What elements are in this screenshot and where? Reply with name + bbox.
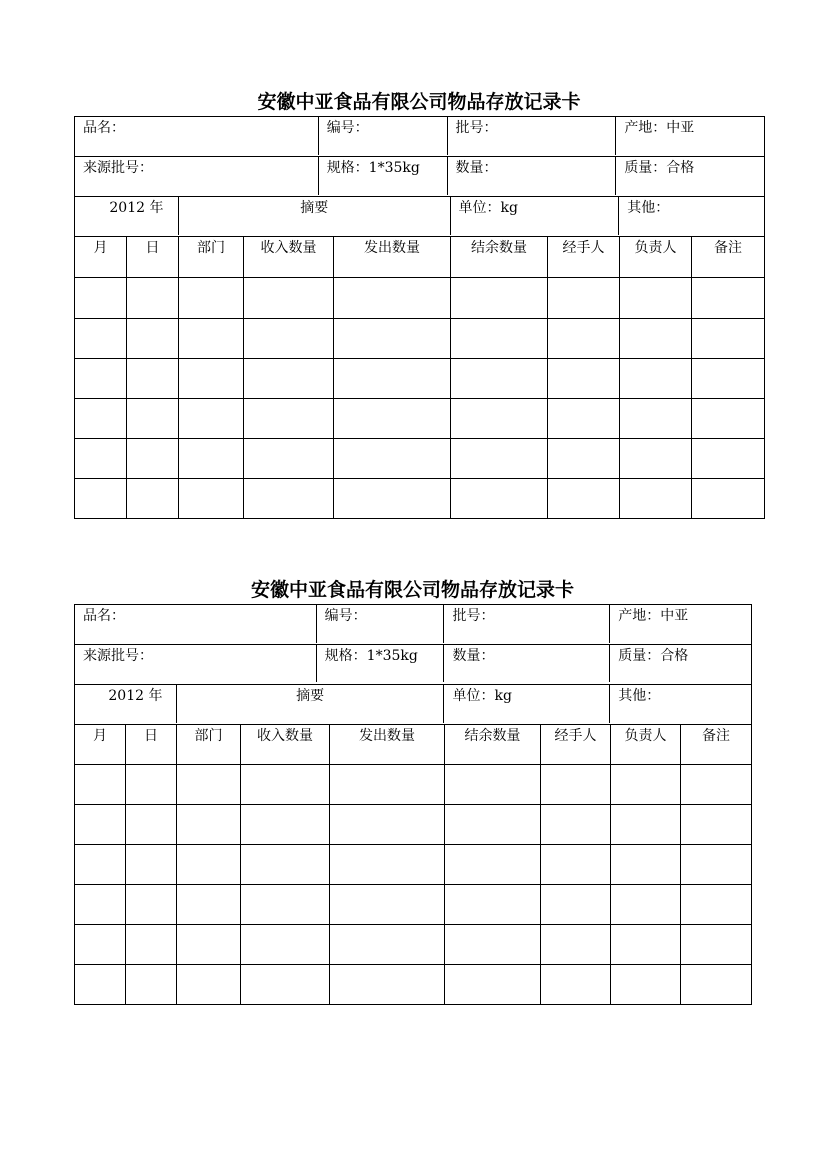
table-cell[interactable] xyxy=(126,965,177,1005)
table-cell[interactable] xyxy=(241,925,330,965)
table-cell[interactable] xyxy=(334,359,451,399)
card-title: 安徽中亚食品有限公司物品存放记录卡 xyxy=(257,91,581,113)
summary-row-cells xyxy=(75,685,752,725)
table-cell[interactable] xyxy=(548,359,620,399)
table-cell[interactable] xyxy=(541,885,611,925)
table-cell[interactable] xyxy=(330,765,445,805)
table-cell[interactable] xyxy=(75,278,127,319)
table-cell[interactable] xyxy=(548,479,620,519)
col-department: 部门 xyxy=(177,725,241,765)
table-row xyxy=(75,845,752,885)
table-cell[interactable] xyxy=(177,925,241,965)
table-cell[interactable] xyxy=(179,359,244,399)
table-cell[interactable] xyxy=(241,805,330,845)
table-row xyxy=(75,319,765,359)
table-row xyxy=(75,439,765,479)
table-cell[interactable] xyxy=(692,278,765,319)
table-cell[interactable] xyxy=(611,845,681,885)
batch-number-field[interactable]: 批号： xyxy=(444,605,610,643)
col-supervisor: 负责人 xyxy=(611,725,681,765)
table-cell[interactable] xyxy=(75,845,126,885)
table-row xyxy=(75,885,752,925)
table-cell[interactable] xyxy=(541,965,611,1005)
col-supervisor: 负责人 xyxy=(620,237,692,278)
quality-field[interactable]: 质量：合格 xyxy=(624,160,695,176)
table-cell[interactable] xyxy=(334,319,451,359)
table-cell[interactable] xyxy=(179,479,244,519)
table-cell[interactable] xyxy=(692,359,765,399)
col-received-qty: 收入数量 xyxy=(241,725,330,765)
info-row-cells xyxy=(75,117,765,157)
info-row-cells xyxy=(75,645,752,685)
table-cell[interactable] xyxy=(334,399,451,439)
table-cell[interactable] xyxy=(75,885,126,925)
table-cell[interactable] xyxy=(620,319,692,359)
record-card-2 xyxy=(74,576,751,1005)
summary-label: 摘要 xyxy=(177,685,445,723)
table-cell[interactable] xyxy=(681,965,752,1005)
table-cell[interactable] xyxy=(75,359,127,399)
other-field: 其他： xyxy=(627,200,670,216)
table-cell[interactable] xyxy=(692,399,765,439)
table-cell[interactable] xyxy=(127,439,179,479)
table-cell[interactable] xyxy=(548,399,620,439)
table-row xyxy=(75,359,765,399)
table-cell[interactable] xyxy=(692,319,765,359)
table-cell[interactable] xyxy=(611,885,681,925)
table-cell[interactable] xyxy=(177,765,241,805)
info-row xyxy=(75,117,765,157)
product-name-field[interactable]: 品名： xyxy=(75,117,319,155)
source-batch-field[interactable]: 来源批号： xyxy=(75,157,319,195)
product-name-field[interactable]: 品名： xyxy=(75,605,317,643)
other-field: 其他： xyxy=(618,688,661,704)
col-remarks: 备注 xyxy=(692,237,765,278)
table-cell[interactable] xyxy=(75,439,127,479)
table-cell[interactable] xyxy=(75,319,127,359)
col-day: 日 xyxy=(126,725,177,765)
table-cell[interactable] xyxy=(681,885,752,925)
header-row xyxy=(75,237,765,278)
table-cell[interactable] xyxy=(127,278,179,319)
table-cell[interactable] xyxy=(75,765,126,805)
source-batch-field[interactable]: 来源批号： xyxy=(75,645,317,682)
table-cell[interactable] xyxy=(681,765,752,805)
col-balance-qty: 结余数量 xyxy=(445,725,541,765)
table-cell[interactable] xyxy=(451,399,548,439)
table-cell[interactable] xyxy=(127,319,179,359)
table-cell[interactable] xyxy=(330,965,445,1005)
table-cell[interactable] xyxy=(75,399,127,439)
info-row xyxy=(75,645,752,685)
table-cell[interactable] xyxy=(445,805,541,845)
year-label: 2012 年 xyxy=(75,197,179,235)
table-cell[interactable] xyxy=(620,439,692,479)
record-table xyxy=(74,116,765,519)
table-cell[interactable] xyxy=(541,925,611,965)
info-row xyxy=(75,157,765,197)
table-cell[interactable] xyxy=(620,278,692,319)
table-cell[interactable] xyxy=(451,479,548,519)
table-cell[interactable] xyxy=(244,359,334,399)
table-cell[interactable] xyxy=(334,479,451,519)
table-cell[interactable] xyxy=(127,479,179,519)
table-row xyxy=(75,765,752,805)
table-cell[interactable] xyxy=(127,359,179,399)
table-cell[interactable] xyxy=(620,399,692,439)
table-cell[interactable] xyxy=(75,965,126,1005)
origin-field[interactable]: 产地：中亚 xyxy=(624,120,695,136)
table-cell[interactable] xyxy=(75,925,126,965)
table-cell[interactable] xyxy=(611,965,681,1005)
table-cell[interactable] xyxy=(445,925,541,965)
table-cell[interactable] xyxy=(611,925,681,965)
table-cell[interactable] xyxy=(244,399,334,439)
table-row xyxy=(75,399,765,439)
serial-number-field[interactable]: 编号： xyxy=(319,117,448,155)
table-cell[interactable] xyxy=(244,278,334,319)
record-table xyxy=(74,604,752,1005)
table-cell[interactable] xyxy=(611,765,681,805)
table-row xyxy=(75,278,765,319)
table-cell[interactable] xyxy=(75,479,127,519)
table-cell[interactable] xyxy=(127,399,179,439)
table-cell[interactable] xyxy=(541,805,611,845)
table-cell[interactable] xyxy=(541,765,611,805)
table-cell[interactable] xyxy=(548,278,620,319)
spec-field[interactable]: 规格：1*35kg xyxy=(319,157,448,195)
table-cell[interactable] xyxy=(330,925,445,965)
card-title: 安徽中亚食品有限公司物品存放记录卡 xyxy=(250,579,574,601)
table-cell[interactable] xyxy=(692,439,765,479)
col-balance-qty: 结余数量 xyxy=(451,237,548,278)
table-cell[interactable] xyxy=(241,965,330,1005)
info-row-cells xyxy=(75,157,765,197)
table-cell[interactable] xyxy=(126,765,177,805)
table-cell[interactable] xyxy=(334,278,451,319)
table-cell[interactable] xyxy=(681,805,752,845)
unit-field: 单位：kg xyxy=(444,685,610,723)
table-row xyxy=(75,479,765,519)
table-row xyxy=(75,805,752,845)
quantity-field[interactable]: 数量： xyxy=(448,157,617,195)
year-label: 2012 年 xyxy=(75,685,177,723)
batch-number-field[interactable]: 批号： xyxy=(448,117,617,155)
col-handler: 经手人 xyxy=(541,725,611,765)
info-row-cells xyxy=(75,605,752,645)
record-card-1 xyxy=(74,88,764,519)
table-cell[interactable] xyxy=(548,439,620,479)
table-row xyxy=(75,925,752,965)
table-cell[interactable] xyxy=(177,805,241,845)
table-cell[interactable] xyxy=(445,885,541,925)
col-handler: 经手人 xyxy=(548,237,620,278)
table-cell[interactable] xyxy=(126,805,177,845)
table-cell[interactable] xyxy=(179,278,244,319)
table-cell[interactable] xyxy=(330,845,445,885)
col-received-qty: 收入数量 xyxy=(244,237,334,278)
col-department: 部门 xyxy=(179,237,244,278)
table-cell[interactable] xyxy=(451,278,548,319)
table-cell[interactable] xyxy=(451,439,548,479)
table-cell[interactable] xyxy=(244,439,334,479)
table-cell[interactable] xyxy=(241,885,330,925)
quantity-field[interactable]: 数量： xyxy=(444,645,610,682)
table-cell[interactable] xyxy=(620,479,692,519)
table-cell[interactable] xyxy=(126,885,177,925)
table-cell[interactable] xyxy=(179,399,244,439)
col-day: 日 xyxy=(127,237,179,278)
table-cell[interactable] xyxy=(330,885,445,925)
table-cell[interactable] xyxy=(681,925,752,965)
table-cell[interactable] xyxy=(177,885,241,925)
table-cell[interactable] xyxy=(611,805,681,845)
table-cell[interactable] xyxy=(126,845,177,885)
table-cell[interactable] xyxy=(179,319,244,359)
header-row xyxy=(75,725,752,765)
table-cell[interactable] xyxy=(445,965,541,1005)
table-cell[interactable] xyxy=(330,805,445,845)
table-cell[interactable] xyxy=(179,439,244,479)
table-cell[interactable] xyxy=(445,845,541,885)
table-cell[interactable] xyxy=(126,925,177,965)
summary-row xyxy=(75,197,765,237)
summary-label: 摘要 xyxy=(179,197,451,235)
col-issued-qty: 发出数量 xyxy=(330,725,445,765)
col-remarks: 备注 xyxy=(681,725,752,765)
unit-field: 单位：kg xyxy=(451,197,620,235)
table-cell[interactable] xyxy=(244,319,334,359)
table-cell[interactable] xyxy=(620,359,692,399)
info-row xyxy=(75,605,752,645)
table-cell[interactable] xyxy=(681,845,752,885)
table-cell[interactable] xyxy=(541,845,611,885)
table-cell[interactable] xyxy=(334,439,451,479)
table-cell[interactable] xyxy=(241,845,330,885)
col-month: 月 xyxy=(75,237,127,278)
table-cell[interactable] xyxy=(451,359,548,399)
table-cell[interactable] xyxy=(451,319,548,359)
spec-field[interactable]: 规格：1*35kg xyxy=(317,645,445,682)
table-cell[interactable] xyxy=(692,479,765,519)
col-issued-qty: 发出数量 xyxy=(334,237,451,278)
col-month: 月 xyxy=(75,725,126,765)
summary-row xyxy=(75,685,752,725)
quality-field[interactable]: 质量：合格 xyxy=(618,648,689,664)
table-cell[interactable] xyxy=(445,765,541,805)
summary-row-cells xyxy=(75,197,765,237)
serial-number-field[interactable]: 编号： xyxy=(317,605,445,643)
table-cell[interactable] xyxy=(548,319,620,359)
table-cell[interactable] xyxy=(177,965,241,1005)
table-cell[interactable] xyxy=(244,479,334,519)
table-cell[interactable] xyxy=(241,765,330,805)
table-cell[interactable] xyxy=(75,805,126,845)
origin-field[interactable]: 产地：中亚 xyxy=(618,608,689,624)
table-row xyxy=(75,965,752,1005)
table-cell[interactable] xyxy=(177,845,241,885)
